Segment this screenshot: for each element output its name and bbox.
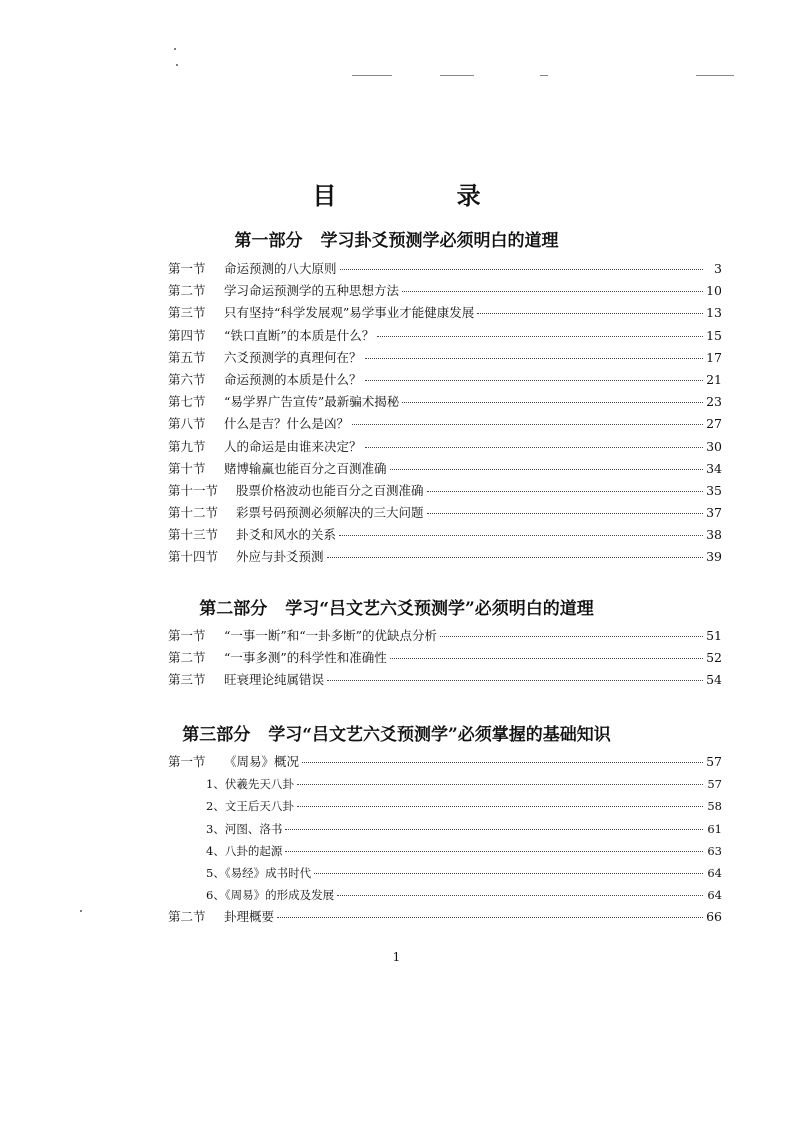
- part-title: 学习卦爻预测学必须明白的道理: [320, 231, 559, 251]
- page-ref: 64: [707, 865, 722, 880]
- toc-entry[interactable]: [168, 669, 722, 691]
- dot-leader: [365, 447, 703, 448]
- part-number: 第三部分: [182, 725, 251, 745]
- page-ref: 34: [706, 460, 722, 476]
- toc-entry[interactable]: [168, 906, 722, 928]
- section-number: 第七节: [168, 394, 206, 410]
- part-title: 学习“吕文艺六爻预测学”必须明白的道理: [285, 599, 594, 619]
- entry-title: 4、八卦的起源: [206, 843, 283, 858]
- toc-subentry[interactable]: [168, 795, 722, 817]
- page-ref: 13: [706, 305, 722, 321]
- toc-entry[interactable]: [168, 647, 722, 669]
- toc-subentry[interactable]: [168, 818, 722, 840]
- toc-subentry[interactable]: [168, 773, 722, 795]
- toc-entry[interactable]: [168, 258, 722, 280]
- dot-leader: [427, 491, 703, 492]
- page-ref: 66: [706, 909, 722, 925]
- toc-entry[interactable]: [168, 436, 722, 458]
- section-number: 第二节: [168, 909, 206, 925]
- page-ref: 17: [706, 349, 722, 365]
- entry-title: “易学界广告宣传”最新骗术揭秘: [224, 394, 400, 410]
- page-ref: 64: [707, 888, 722, 903]
- page-ref: 35: [706, 482, 722, 498]
- toc-entry[interactable]: [168, 625, 722, 647]
- toc-entry[interactable]: [168, 751, 722, 773]
- page-ref: 23: [706, 394, 722, 410]
- section-number: 第十二节: [168, 505, 219, 521]
- part-number: 第二部分: [199, 599, 268, 619]
- page-ref: 57: [706, 754, 722, 769]
- page-ref: 10: [706, 283, 722, 299]
- entry-title: 只有坚持“科学发展观”易学事业才能健康发展: [224, 305, 475, 321]
- dot-leader: [297, 784, 703, 785]
- entry-title: 赌博输赢也能百分之百测准确: [224, 460, 387, 476]
- scan-artifact: [80, 910, 82, 912]
- page-ref: 3: [714, 261, 722, 276]
- dot-leader: [352, 424, 703, 425]
- part-heading: [0, 720, 793, 745]
- toc-entry[interactable]: [168, 302, 722, 324]
- toc-entry[interactable]: [168, 524, 722, 546]
- entry-title: “铁口直断”的本质是什么？: [224, 327, 375, 343]
- scan-artifact: [696, 75, 734, 76]
- section-number: 第三节: [168, 305, 206, 321]
- dot-leader: [390, 469, 703, 470]
- entry-title: 1、伏羲先天八卦: [206, 777, 294, 792]
- toc-list: [168, 258, 722, 569]
- section-number: 第十四节: [168, 549, 219, 565]
- dot-leader: [285, 829, 703, 830]
- section-number: 第一节: [168, 754, 206, 769]
- toc-entry[interactable]: [168, 546, 722, 568]
- page-ref: 52: [706, 650, 722, 666]
- page-ref: 15: [706, 327, 722, 343]
- dot-leader: [327, 557, 703, 558]
- scan-artifact: [174, 48, 176, 50]
- entry-title: 学习命运预测学的五种思想方法: [224, 283, 400, 299]
- section-number: 第二节: [168, 283, 206, 299]
- entry-title: 卦爻和风水的关系: [236, 527, 337, 543]
- dot-leader: [339, 535, 703, 536]
- dot-leader: [427, 513, 703, 514]
- section-number: 第十三节: [168, 527, 219, 543]
- toc-subentry[interactable]: [168, 840, 722, 862]
- scan-artifact: [176, 64, 178, 66]
- scan-artifact: [540, 75, 548, 76]
- page-ref: 63: [707, 843, 722, 858]
- toc-entry[interactable]: [168, 347, 722, 369]
- page-ref: 39: [706, 549, 722, 565]
- page-number: 1: [392, 950, 401, 964]
- dot-leader: [285, 851, 703, 852]
- section-number: 第五节: [168, 349, 206, 365]
- entry-title: 《周易》概况: [224, 754, 300, 769]
- dot-leader: [327, 680, 703, 681]
- toc-entry[interactable]: [168, 280, 722, 302]
- dot-leader: [477, 313, 703, 314]
- entry-title: 外应与卦爻预测: [236, 549, 324, 565]
- section-number: 第一节: [168, 628, 206, 643]
- scan-artifact: [440, 75, 474, 76]
- entry-title: 卦理概要: [224, 909, 275, 925]
- entry-title: 2、文王后天八卦: [206, 799, 294, 814]
- section-number: 第八节: [168, 416, 206, 432]
- part-title: 学习“吕文艺六爻预测学”必须掌握的基础知识: [268, 725, 611, 745]
- page-ref: 21: [706, 371, 722, 387]
- page-ref: 51: [706, 628, 722, 643]
- toc-entry[interactable]: [168, 480, 722, 502]
- dot-leader: [302, 762, 703, 763]
- entry-title: 3、河图、洛书: [206, 821, 283, 836]
- section-number: 第一节: [168, 261, 206, 276]
- dot-leader: [440, 636, 703, 637]
- page-title: 目 录: [312, 181, 537, 210]
- entry-title: 命运预测的本质是什么？: [224, 371, 362, 387]
- toc-subentry[interactable]: [168, 862, 722, 884]
- section-number: 第四节: [168, 327, 206, 343]
- toc-subentry[interactable]: [168, 884, 722, 906]
- page-ref: 30: [706, 438, 722, 454]
- entry-title: 股票价格波动也能百分之百测准确: [236, 482, 424, 498]
- dot-leader: [314, 873, 703, 874]
- entry-title: 六爻预测学的真理何在？: [224, 349, 362, 365]
- page-ref: 54: [706, 672, 722, 688]
- dot-leader: [277, 917, 703, 918]
- section-number: 第九节: [168, 438, 206, 454]
- dot-leader: [402, 402, 703, 403]
- section-number: 第二节: [168, 650, 206, 666]
- section-number: 第十节: [168, 460, 206, 476]
- dot-leader: [340, 269, 703, 270]
- dot-leader: [365, 358, 703, 359]
- entry-title: 6、《周易》的形成及发展: [206, 888, 335, 903]
- page-ref: 57: [707, 777, 722, 792]
- toc-entry[interactable]: [168, 391, 722, 413]
- entry-title: “一事一断”和“一卦多断”的优缺点分析: [224, 628, 438, 643]
- toc-entry[interactable]: [168, 458, 722, 480]
- page-ref: 37: [706, 505, 722, 521]
- dot-leader: [402, 291, 703, 292]
- dot-leader: [297, 806, 703, 807]
- dot-leader: [390, 658, 703, 659]
- dot-leader: [377, 336, 703, 337]
- section-number: 第六节: [168, 371, 206, 387]
- page-ref: 58: [707, 799, 722, 814]
- part-heading: [0, 226, 793, 251]
- toc-entry[interactable]: [168, 325, 722, 347]
- entry-title: 5、《易经》成书时代: [206, 865, 312, 880]
- toc-list: [168, 751, 722, 929]
- page-ref: 27: [706, 416, 722, 432]
- page-ref: 38: [706, 527, 722, 543]
- toc-entry[interactable]: [168, 502, 722, 524]
- toc-entry[interactable]: [168, 369, 722, 391]
- section-number: 第十一节: [168, 482, 219, 498]
- entry-title: 旺衰理论纯属错误: [224, 672, 325, 688]
- entry-title: “一事多测”的科学性和准确性: [224, 650, 387, 666]
- part-heading: [0, 594, 793, 619]
- toc-list: [168, 625, 722, 692]
- entry-title: 彩票号码预测必须解决的三大问题: [236, 505, 424, 521]
- entry-title: 什么是吉？什么是凶？: [224, 416, 350, 432]
- dot-leader: [337, 895, 703, 896]
- section-number: 第三节: [168, 672, 206, 688]
- page-ref: 61: [707, 821, 722, 836]
- entry-title: 命运预测的八大原则: [224, 261, 337, 276]
- entry-title: 人的命运是由谁来决定？: [224, 438, 362, 454]
- dot-leader: [365, 380, 703, 381]
- scan-artifact: [352, 75, 392, 76]
- toc-entry[interactable]: [168, 413, 722, 435]
- part-number: 第一部分: [234, 231, 303, 251]
